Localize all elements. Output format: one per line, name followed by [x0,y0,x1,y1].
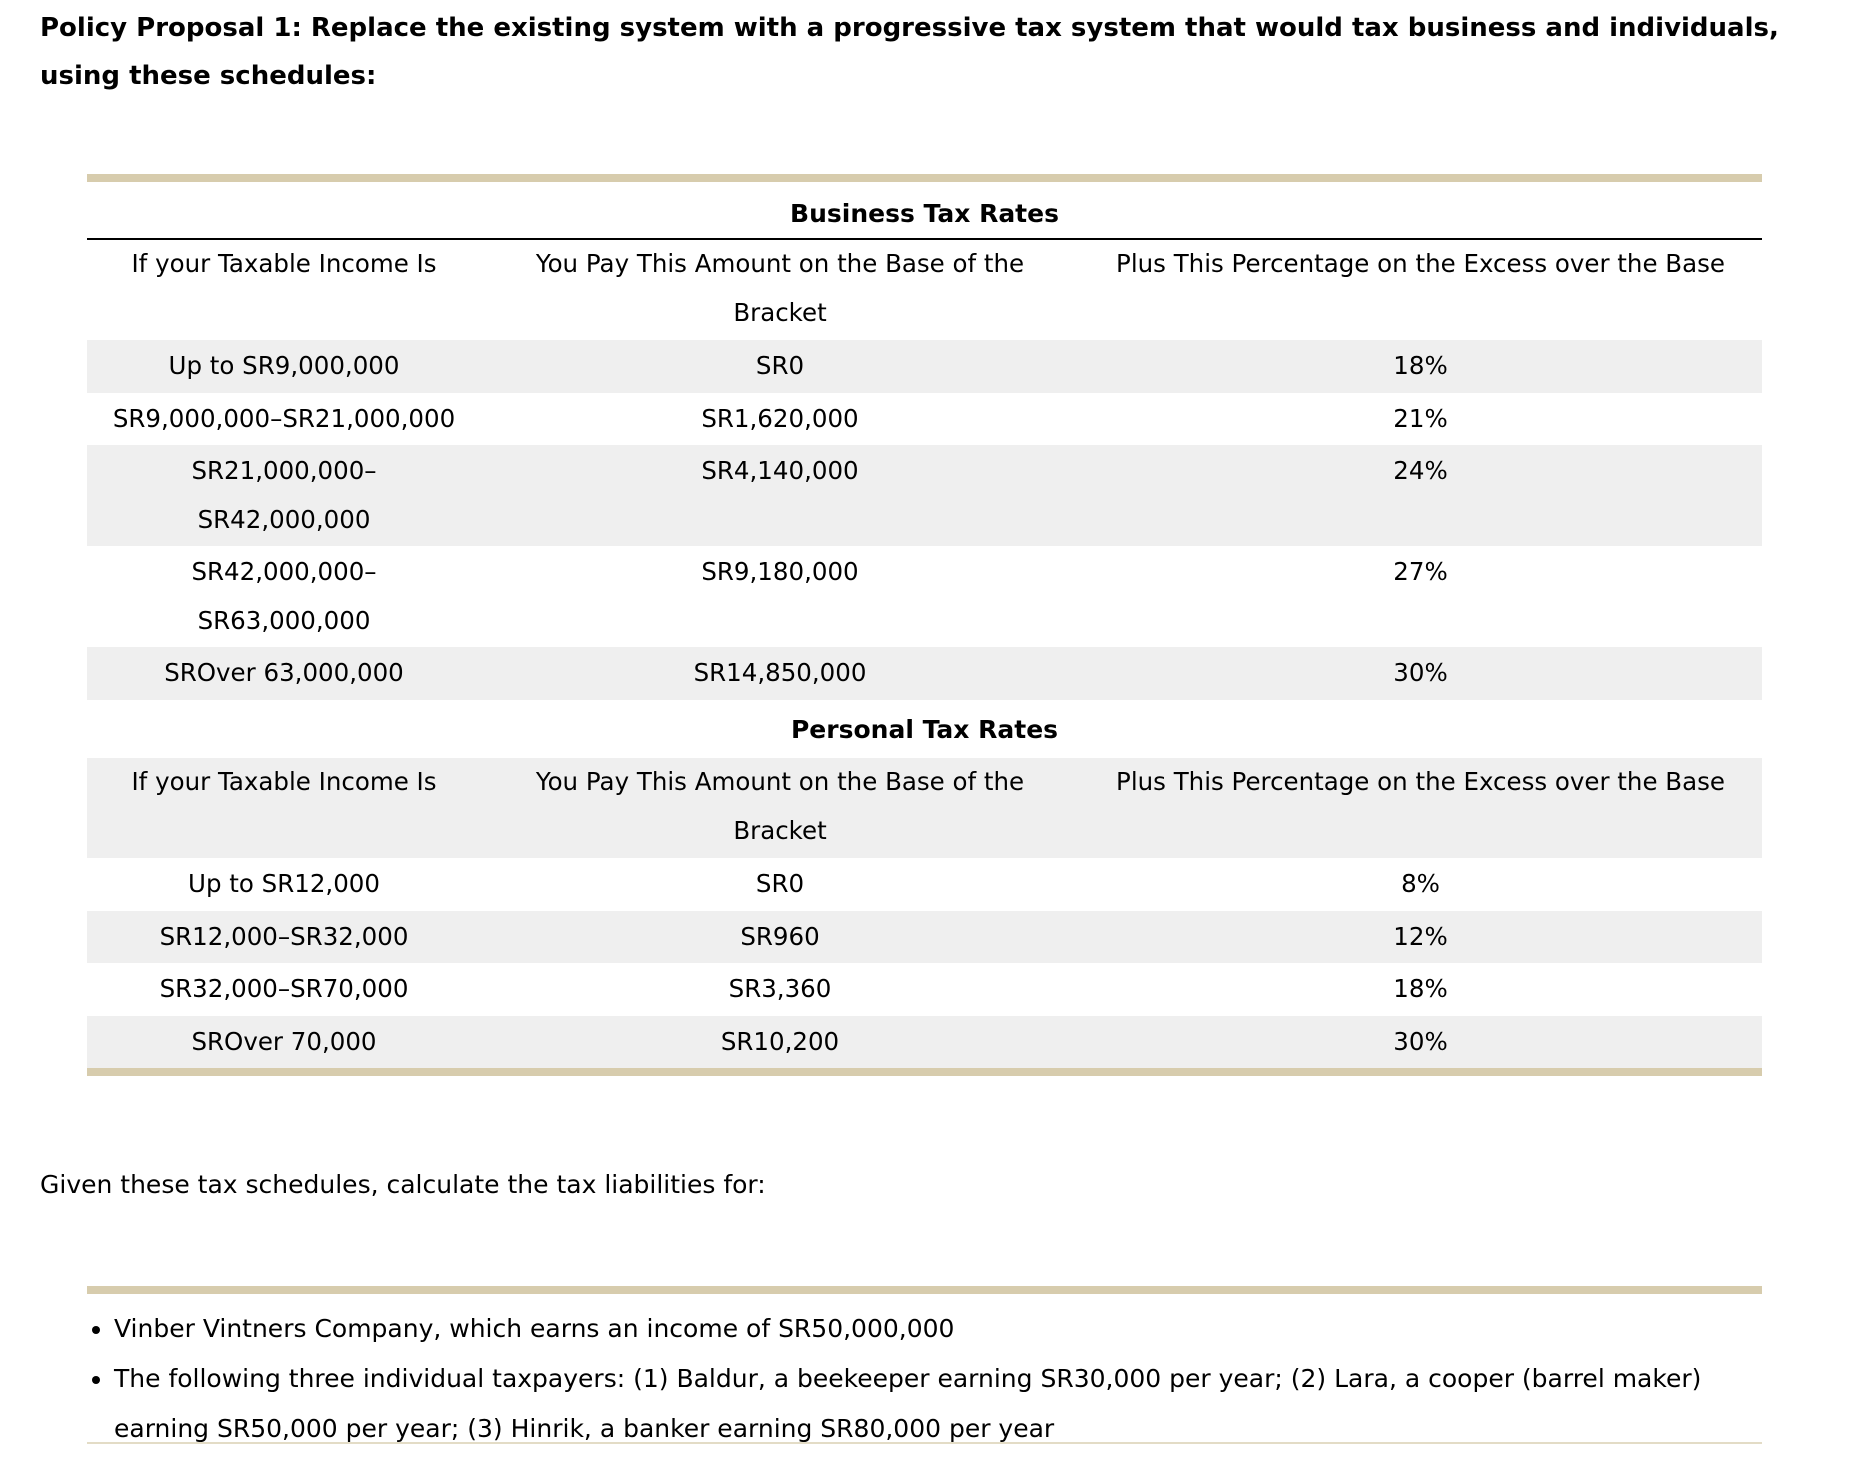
table-row [87,340,1762,393]
base-amount-cell: SR1,620,000 [701,403,859,433]
base-amount-cell: SR960 [481,911,1079,964]
taxpayer-list-box [87,1286,1762,1444]
personal-caption-row [87,700,1762,759]
base-amount-cell: SR14,850,000 [481,647,1079,700]
income-cell: Up to SR9,000,000 [87,340,481,393]
list-item: • The following three individual taxpayers: (1) Baldur, a beekeeper earning SR30,000 per year; (2) Lara, a cooper (barrel maker) earning SR50,000 per year; (3) Hinrik, a banker earning SR80,000 per year [114,1354,1762,1454]
rate-cell: 30% [1079,647,1762,700]
column-header: You Pay This Amount on the Base of the Bracket [481,758,1079,858]
column-header: You Pay This Amount on the Base of the Bracket [535,249,1025,327]
income-cell: SR9,000,000–SR21,000,000 [112,403,456,433]
base-amount-cell: SR4,140,000 [481,445,1079,546]
table-row [87,911,1762,964]
table-row [87,445,1762,546]
business-caption-row [87,182,1762,239]
list-item: • Vinber Vintners Company, which earns an income of SR50,000,000 [114,1304,1762,1354]
income-cell: SR42,000,000–SR63,000,000 [191,557,377,635]
column-header: Plus This Percentage on the Excess over the Base [1116,249,1725,278]
tax-rates-table [87,174,1762,1076]
base-amount-cell: SR9,180,000 [701,557,859,586]
rates-table [87,182,1762,1068]
income-cell: SR21,000,000–SR42,000,000 [87,445,481,546]
rate-cell: 24% [1079,445,1762,546]
business-title: Business Tax Rates [87,182,1762,239]
table-row [87,393,1762,446]
rate-cell: 27% [1393,557,1448,586]
rate-cell: 18% [1393,974,1448,1003]
rate-cell: 8% [1401,869,1440,898]
table-row [87,546,1762,647]
income-cell: Up to SR12,000 [188,869,380,898]
table-row [87,1016,1762,1069]
income-cell: SROver 70,000 [87,1016,481,1069]
base-amount-cell: SR10,200 [481,1016,1079,1069]
policy-heading: Policy Proposal 1: Replace the existing system with a progressive tax system that would tax business and individuals, using these schedules: [40,13,1779,91]
rate-cell: 12% [1079,911,1762,964]
column-header: If your Taxable Income Is [131,249,437,278]
rate-cell: 18% [1079,340,1762,393]
personal-title: Personal Tax Rates [790,714,1059,744]
income-cell: SR12,000–SR32,000 [87,911,481,964]
table-row [87,858,1762,911]
rate-cell: 30% [1079,1016,1762,1069]
business-header-row [87,239,1762,340]
personal-header-row [87,758,1762,858]
income-cell: SROver 63,000,000 [87,647,481,700]
instructions-text: Given these tax schedules, calculate the tax liabilities for: [40,1170,766,1199]
base-amount-cell: SR3,360 [728,974,832,1003]
income-cell: SR32,000–SR70,000 [159,974,409,1003]
base-amount-cell: SR0 [481,340,1079,393]
base-amount-cell: SR0 [755,869,805,898]
column-header: If your Taxable Income Is [87,758,481,858]
table-row [87,647,1762,700]
column-header: Plus This Percentage on the Excess over the Base [1079,758,1762,858]
taxpayer-list [87,1304,1762,1454]
rate-cell: 21% [1393,403,1448,433]
table-row [87,963,1762,1016]
